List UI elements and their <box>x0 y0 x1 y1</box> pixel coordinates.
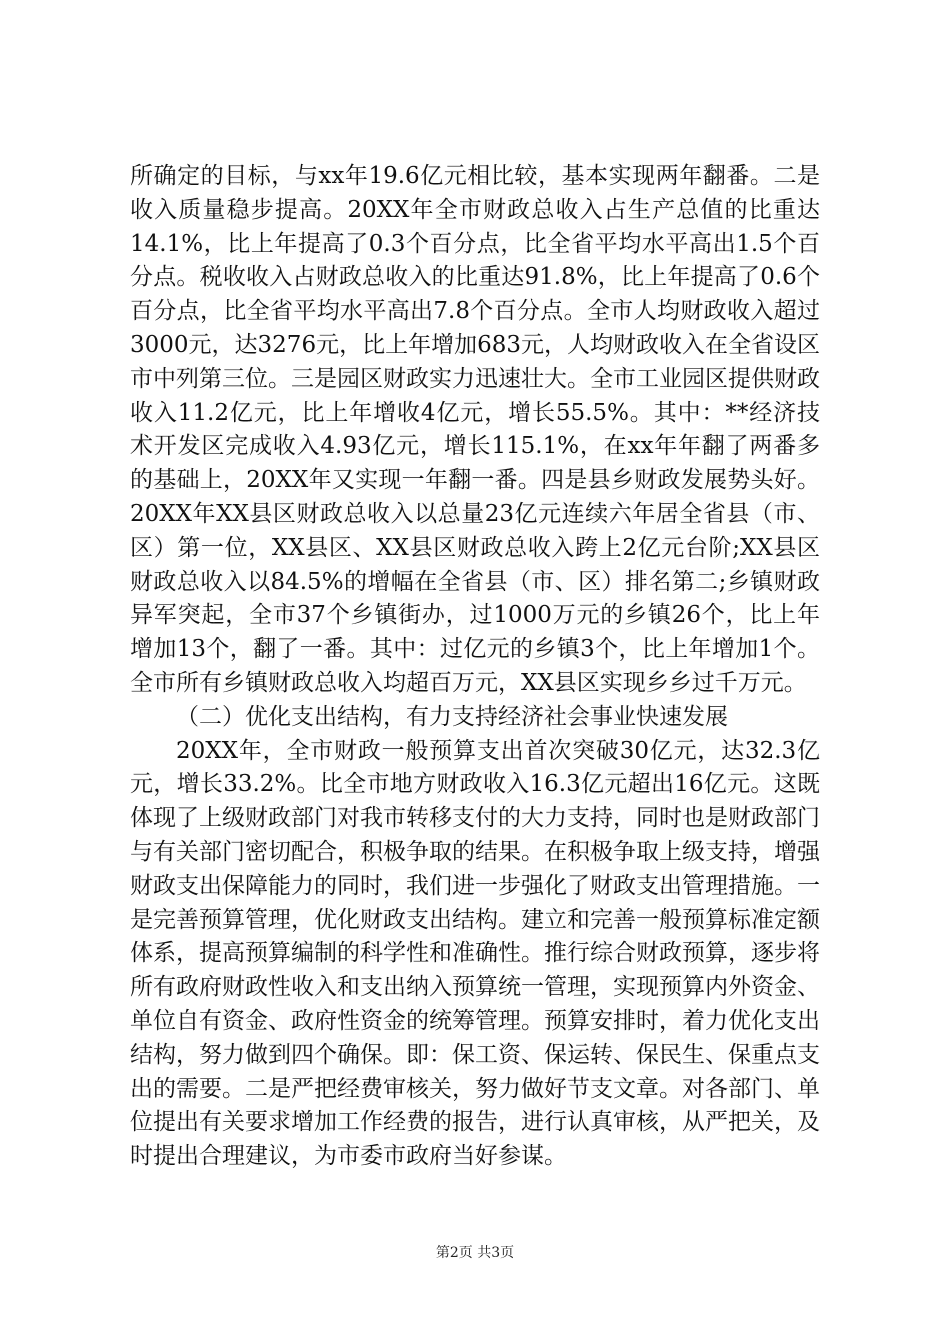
document-body <box>130 160 820 1174</box>
paragraph-revenue-results: 所确定的目标，与xx年19.6亿元相比较，基本实现两年翻番。二是收入质量稳步提高。20XX年全市财政总收入占生产总值的比重达14.1%，比上年提高了0.3个百分点，比全省平均水平高出1.5个百分点。税收收入占财政总收入的比重达91.8%，比上年提高了0.6个百分点，比全省平均水平高出7.8个百分点。全市人均财政收入超过3000元，达3276元，比上年增加683元，人均财政收入在全省设区市中列第三位。三是园区财政实力迅速壮大。全市工业园区提供财政收入11.2亿元，比上年增收4亿元，增长55.5%。其中：**经济技术开发区完成收入4.93亿元，增长115.1%，在xx年年翻了两番多的基础上，20XX年又实现一年翻一番。四是县乡财政发展势头好。20XX年XX县区财政总收入以总量23亿元连续六年居全省县（市、区）第一位，XX县区、XX县区财政总收入跨上2亿元台阶;XX县区财政总收入以84.5%的增幅在全省县（市、区）排名第二;乡镇财政异军突起，全市37个乡镇街办，过1000万元的乡镇26个，比上年增加13个，翻了一番。其中：过亿元的乡镇3个，比上年增加1个。全市所有乡镇财政总收入均超百万元，XX县区实现乡乡过千万元。 <box>130 163 820 696</box>
page-number-footer: 第2页 共3页 <box>435 1245 515 1261</box>
paragraph-expenditure: 20XX年，全市财政一般预算支出首次突破30亿元，达32.3亿元，增长33.2%。比全市地方财政收入16.3亿元超出16亿元。这既体现了上级财政部门对我市转移支付的大力支持，同时也是财政部门与有关部门密切配合，积极争取的结果。在积极争取上级支持，增强财政支出保障能力的同时，我们进一步强化了财政支出管理措施。一是完善预算管理，优化财政支出结构。建立和完善一般预算标准定额体系，提高预算编制的科学性和准确性。推行综合财政预算，逐步将所有政府财政性收入和支出纳入预算统一管理，实现预算内外资金、单位自有资金、政府性资金的统筹管理。预算安排时，着力优化支出结构，努力做到四个确保。即：保工资、保运转、保民生、保重点支出的需要。二是严把经费审核关，努力做好节支文章。对各部门、单位提出有关要求增加工作经费的报告，进行认真审核，从严把关，及时提出合理建议，为市委市政府当好参谋。 <box>130 737 820 1170</box>
section-heading-expenditure: （二）优化支出结构，有力支持经济社会事业快速发展 <box>176 703 728 730</box>
